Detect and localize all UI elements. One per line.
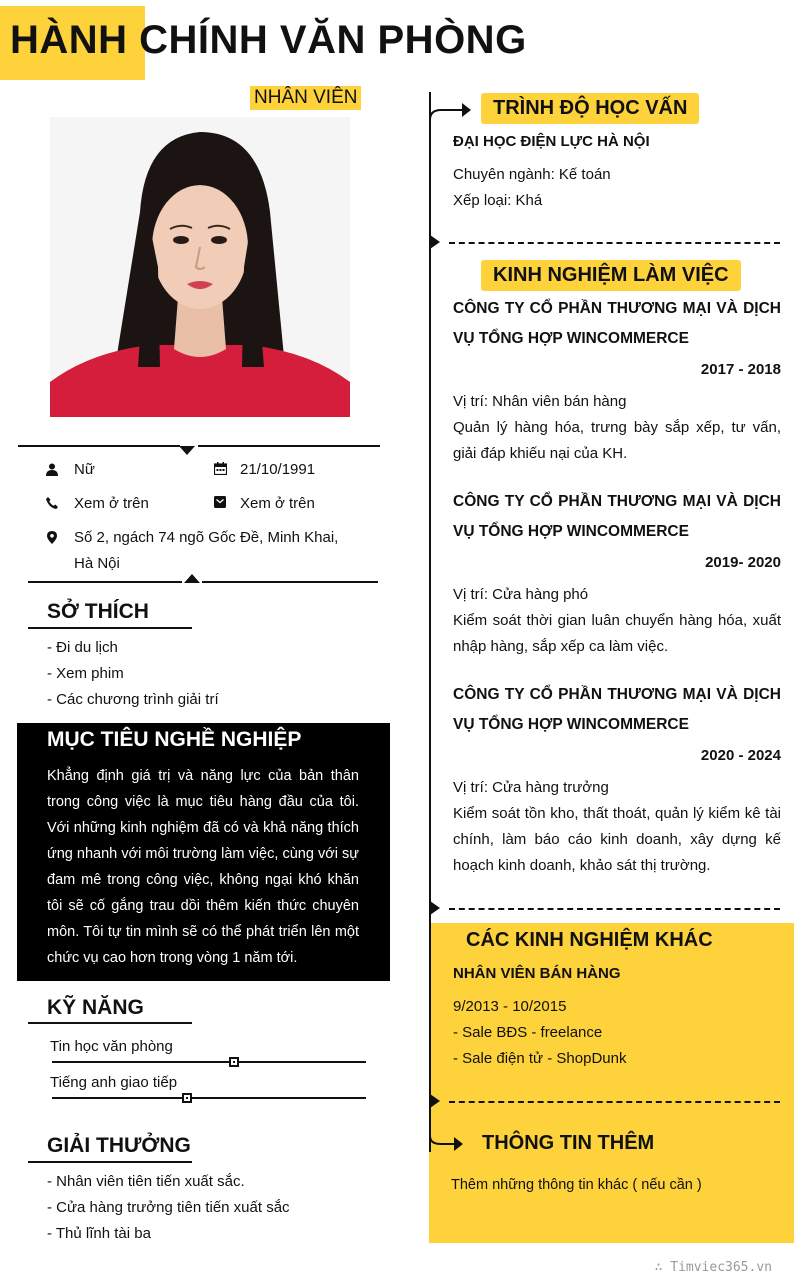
watermark: ∴ Timviec365.vn [654, 1260, 772, 1275]
gender-value: Nữ [74, 461, 95, 478]
page-title: HÀNH CHÍNH VĂN PHÒNG [10, 18, 527, 62]
skill-level-marker [229, 1057, 239, 1067]
profile-photo [50, 117, 350, 417]
list-item: - Các chương trình giải trí [47, 691, 219, 708]
address-line-1: Số 2, ngách 74 ngõ Gốc Đề, Minh Khai, [74, 529, 339, 546]
birthday-value: 21/10/1991 [240, 461, 316, 478]
awards-heading: GIẢI THƯỞNG [47, 1134, 191, 1157]
section-divider [449, 242, 780, 244]
arrow-right-icon [429, 98, 473, 124]
job-years: 2017 - 2018 [700, 361, 781, 378]
envelope-icon [213, 495, 227, 509]
email-value: Xem ở trên [240, 495, 315, 512]
job-years: 2019- 2020 [705, 554, 781, 571]
education-heading: TRÌNH ĐỘ HỌC VẤN [481, 93, 699, 124]
objective-text: Khẳng định giá trị và năng lực của bản thân trong công việc là mục tiêu hàng đầu của tôi. Với những kinh nghiệm đã có và khả năng thích ứng nhanh với môi trường làm việc, cùng với sự đam mê trong công việc, không ngại khó khăn tôi sẽ cố gắng trau dồi thêm kiến thức chuyên môn. Tôi tự tin mình sẽ có thể phát triển lên một chức vụ cao hơn trong vòng 1 năm tới. [47, 768, 359, 966]
divider-arrow [179, 446, 195, 455]
map-pin-icon [45, 530, 59, 544]
other-experience-heading: CÁC KINH NGHIỆM KHÁC [466, 929, 713, 951]
timeline-marker [430, 1094, 440, 1108]
skill-level-marker [182, 1093, 192, 1103]
job-description: Quản lý hàng hóa, trưng bày sắp xếp, tư vấn, giải đáp khiếu nại của KH. [453, 419, 781, 462]
additional-info-heading: THÔNG TIN THÊM [482, 1132, 655, 1154]
other-item: - Sale BĐS - freelance [453, 1024, 603, 1041]
objective-heading: MỤC TIÊU NGHỀ NGHIỆP [47, 728, 302, 751]
heading-underline [28, 627, 192, 629]
phone-value: Xem ở trên [74, 495, 149, 512]
additional-info-text: Thêm những thông tin khác ( nếu cần ) [451, 1177, 702, 1193]
job-description: Kiểm soát thời gian luân chuyển hàng hóa, xuất nhập hàng, sắp xếp ca làm việc. [453, 612, 781, 655]
experience-heading: KINH NGHIỆM LÀM VIỆC [481, 260, 741, 291]
portrait-illustration [50, 117, 350, 417]
company-name: CÔNG TY CỔ PHẦN THƯƠNG MẠI VÀ DỊCH VỤ TỔNG HỢP WINCOMMERCE [453, 300, 781, 347]
heading-underline [28, 1022, 192, 1024]
other-item: - Sale điện tử - ShopDunk [453, 1050, 627, 1067]
hobbies-heading: SỞ THÍCH [47, 600, 149, 623]
awards-list [47, 1169, 290, 1247]
divider-line [28, 581, 182, 583]
skill-label: Tin học văn phòng [50, 1038, 173, 1055]
skills-heading: KỸ NĂNG [47, 996, 144, 1019]
calendar-icon [213, 461, 227, 475]
user-icon [45, 462, 59, 476]
list-item: - Nhân viên tiên tiến xuất sắc. [47, 1173, 245, 1190]
heading-underline [28, 1161, 192, 1163]
company-name: CÔNG TY CỔ PHẦN THƯƠNG MẠI VÀ DỊCH VỤ TỔNG HỢP WINCOMMERCE [453, 686, 781, 733]
hobbies-list [47, 635, 219, 713]
job-position: Vị trí: Nhân viên bán hàng [453, 393, 627, 410]
timeline-marker [430, 901, 440, 915]
divider-line [202, 581, 378, 583]
grade: Xếp loại: Khá [453, 192, 543, 209]
timeline-marker [430, 235, 440, 249]
section-divider [449, 1101, 780, 1103]
divider-line [18, 445, 180, 447]
job-role-badge: NHÂN VIÊN [250, 86, 361, 110]
skill-label: Tiếng anh giao tiếp [50, 1074, 178, 1091]
timeline-line [429, 92, 431, 1152]
divider-arrow [184, 574, 200, 583]
job-position: Vị trí: Cửa hàng phó [453, 586, 589, 603]
list-item: - Đi du lịch [47, 639, 118, 656]
job-years: 2020 - 2024 [700, 747, 781, 764]
list-item: - Cửa hàng trưởng tiên tiến xuất sắc [47, 1199, 290, 1216]
other-role: NHÂN VIÊN BÁN HÀNG [453, 965, 621, 982]
school-name: ĐẠI HỌC ĐIỆN LỰC HÀ NỘI [453, 133, 650, 150]
address-line-2: Hà Nội [74, 555, 120, 572]
job-description: Kiểm soát tồn kho, thất thoát, quản lý kiểm kê tài chính, làm báo cáo kinh doanh, xây dựng kế hoạch kinh doanh, khảo sát thị trường. [453, 805, 781, 874]
job-position: Vị trí: Cửa hàng trưởng [453, 779, 609, 796]
arrow-right-icon [429, 1122, 465, 1156]
skill-bar [52, 1061, 366, 1063]
company-name: CÔNG TY CỔ PHẦN THƯƠNG MẠI VÀ DỊCH VỤ TỔNG HỢP WINCOMMERCE [453, 493, 781, 540]
skill-bar [52, 1097, 366, 1099]
divider-line [198, 445, 380, 447]
list-item: - Xem phim [47, 665, 124, 682]
list-item: - Thủ lĩnh tài ba [47, 1225, 151, 1242]
career-objective-box [17, 723, 390, 981]
phone-icon [45, 496, 59, 510]
other-period: 9/2013 - 10/2015 [453, 998, 567, 1015]
section-divider [449, 908, 780, 910]
major: Chuyên ngành: Kế toán [453, 166, 611, 183]
